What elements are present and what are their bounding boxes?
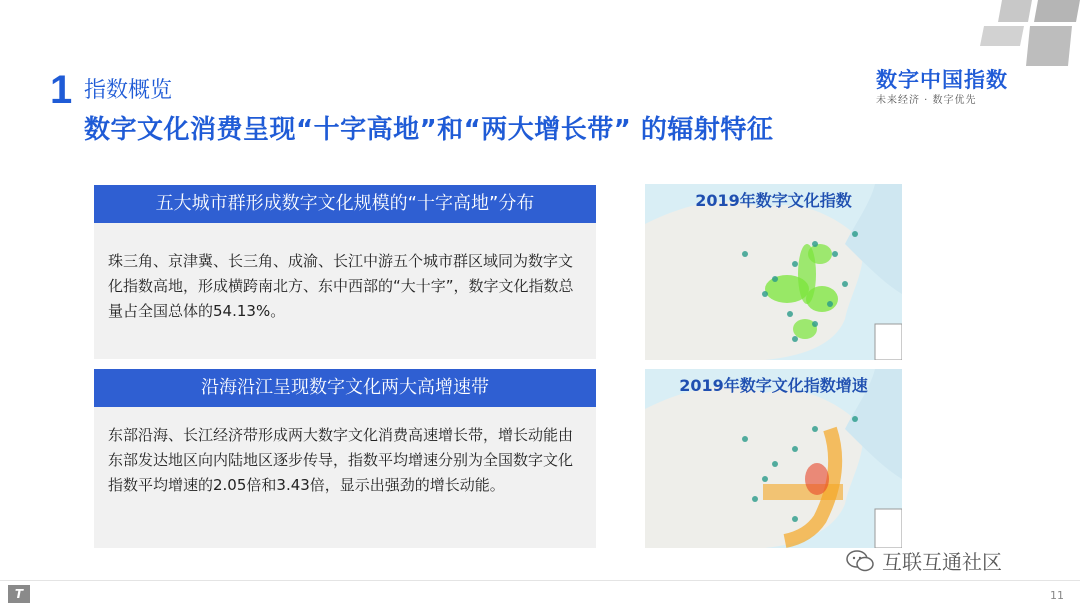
footer-logo: T (8, 585, 30, 603)
footer-divider (0, 580, 1080, 581)
card-2-body (94, 407, 596, 548)
map-2-title: 2019年数字文化指数增速 (679, 376, 868, 395)
brand (876, 68, 1016, 108)
brand-title: 数字中国指数 (876, 68, 1008, 92)
map-digital-culture-index (645, 184, 902, 360)
section-title: 指数概览 (84, 78, 173, 103)
card-1-text: 珠三角、京津冀、长三角、成渝、长江中游五个城市群区域同为数字文化指数高地，形成横跨南北方、东中西部的“大十字”，数字文化指数总量占全国总体的54.13%。 (108, 252, 574, 320)
brand-logo-blocks (980, 0, 1080, 66)
card-2-text: 东部沿海、长江经济带形成两大数字文化消费高速增长带，增长动能由东部发达地区向内陆地区逐步传导，指数平均增速分别为全国数字文化指数平均增速的2.05倍和3.43倍，显示出强劲的增长动能。 (108, 426, 574, 494)
watermark-text: 互联互通社区 (882, 550, 1002, 574)
card-1-body (94, 223, 596, 359)
page-number: 11 (1050, 589, 1064, 602)
section-number: 1 (50, 68, 73, 112)
map-1-title: 2019年数字文化指数 (695, 191, 852, 210)
page-headline: 数字文化消费呈现“十字高地”和“两大增长带” 的辐射特征 (84, 115, 774, 145)
card-2-heading: 沿海沿江呈现数字文化两大高增速带 (94, 369, 596, 407)
wechat-icon (846, 550, 874, 572)
brand-subtitle: 未来经济 · 数字优先 (876, 95, 977, 106)
watermark (846, 546, 1002, 575)
map-digital-culture-growth (645, 369, 902, 548)
card-1-heading: 五大城市群形成数字文化规模的“十字高地”分布 (94, 185, 596, 223)
